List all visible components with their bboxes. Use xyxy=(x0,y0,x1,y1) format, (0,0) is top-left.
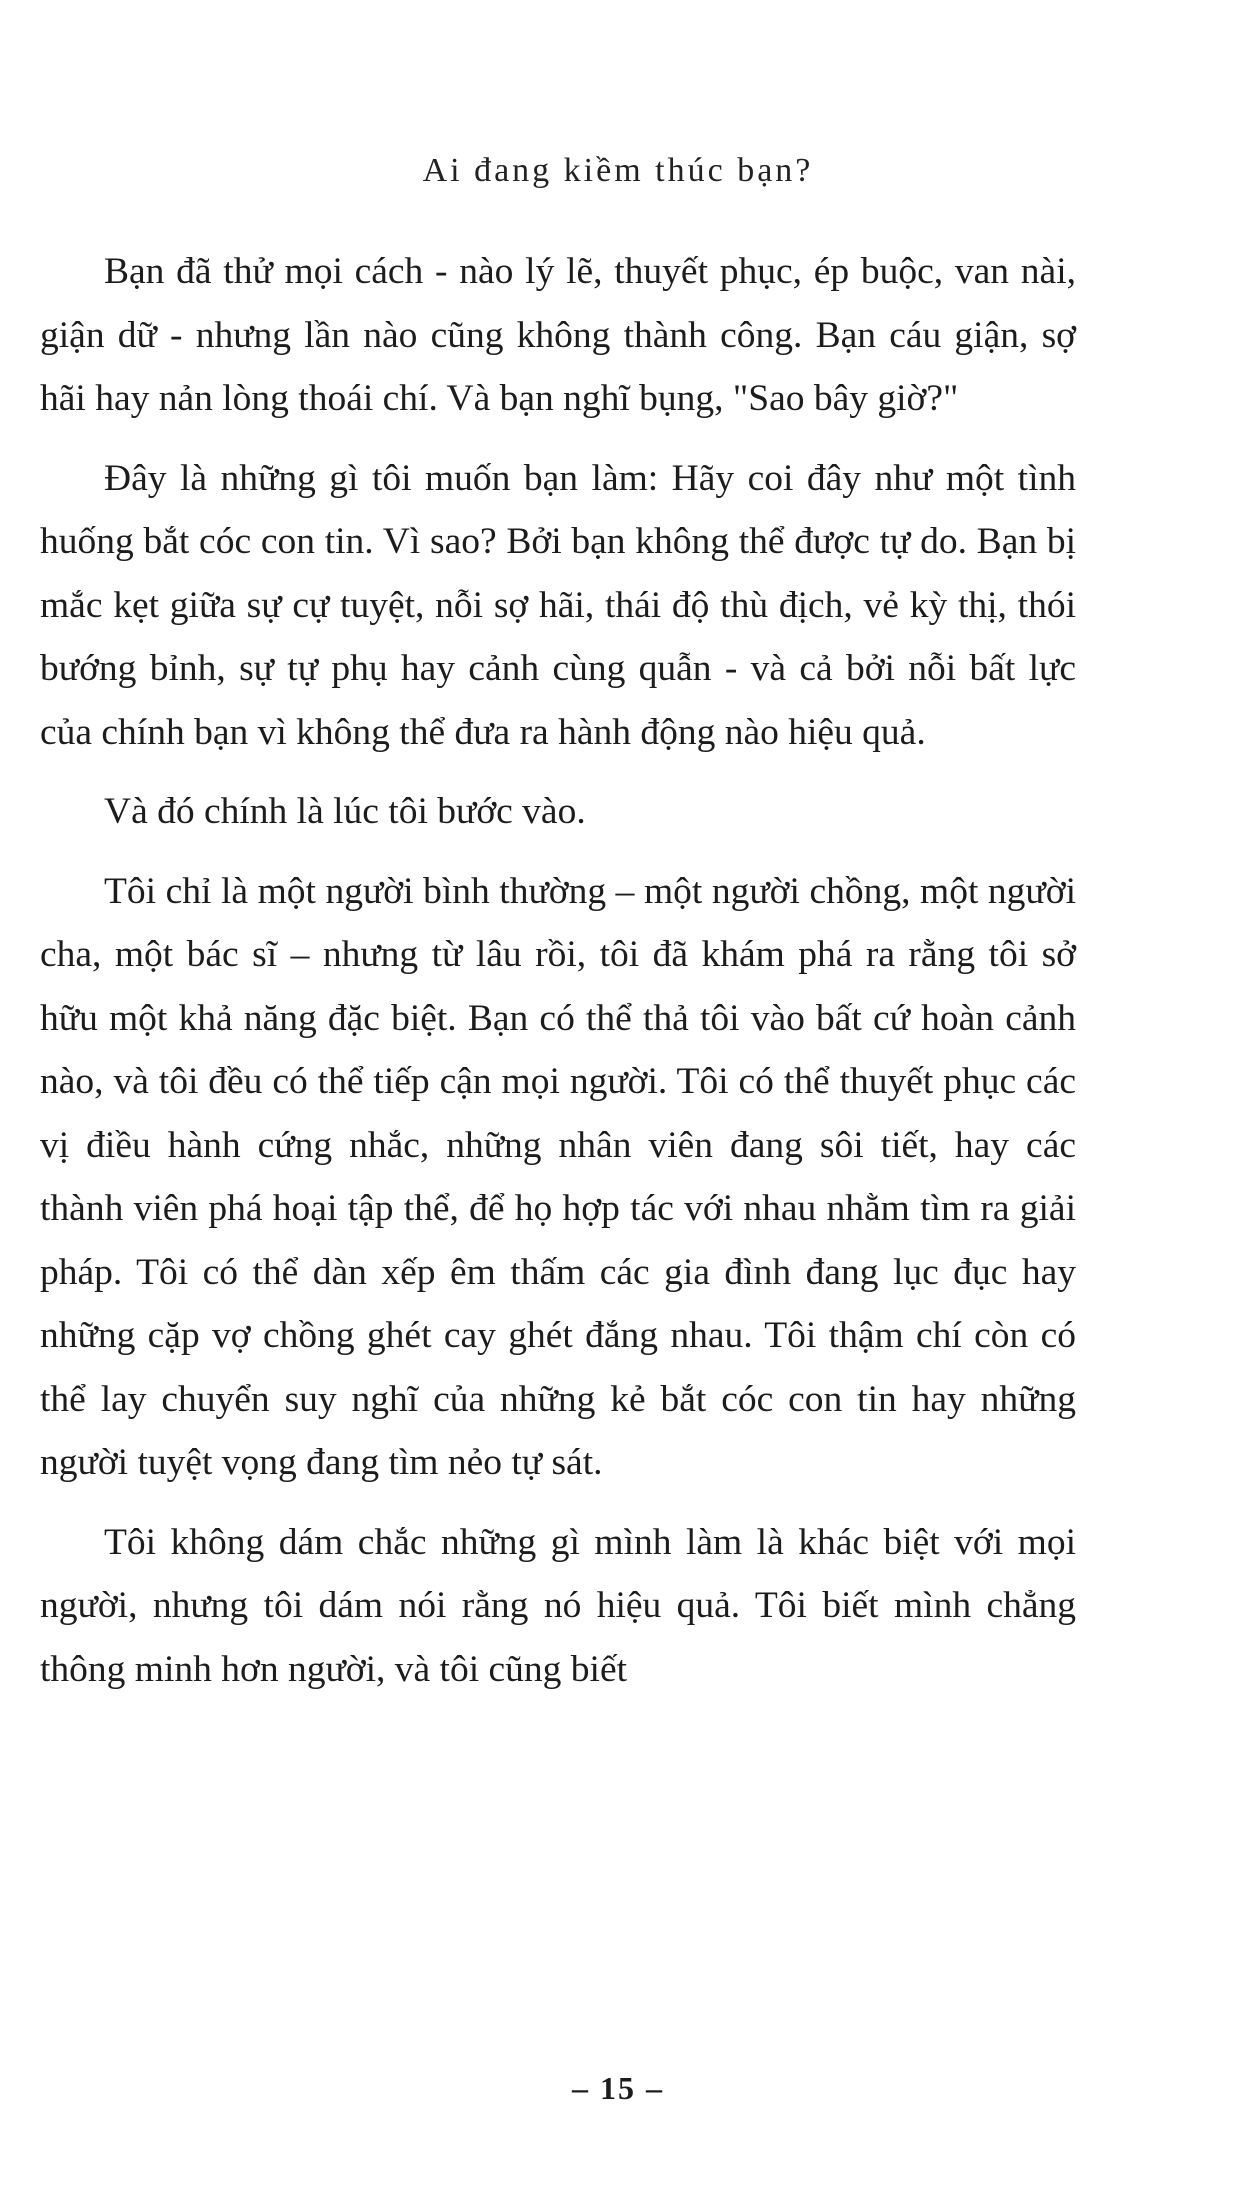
running-head: Ai đang kiềm thúc bạn? xyxy=(422,152,814,189)
page-number: – 15 – xyxy=(572,2070,664,2106)
paragraph: Tôi không dám chắc những gì mình làm là khác biệt với mọi người, nhưng tôi dám nói rằng nó hiệu quả. Tôi biết mình chẳng thông minh hơn người, và tôi cũng biết xyxy=(40,1521,1076,1690)
paragraph: Tôi chỉ là một người bình thường – một người chồng, một người cha, một bác sĩ – nhưng từ lâu rồi, tôi đã khám phá ra rằng tôi sở hữu một khả năng đặc biệt. Bạn có thể thả tôi vào bất cứ hoàn cảnh nào, và tôi đều có thể tiếp cận mọi người. Tôi có thể thuyết phục các vị điều hành cứng nhắc, những nhân viên đang sôi tiết, hay các thành viên phá hoại tập thể, để họ hợp tác với nhau nhằm tìm ra giải pháp. Tôi có thể dàn xếp êm thấm các gia đình đang lục đục hay những cặp vợ chồng ghét cay ghét đắng nhau. Tôi thậm chí còn có thể lay chuyển suy nghĩ của những kẻ bắt cóc con tin hay những người tuyệt vọng đang tìm nẻo tự sát. xyxy=(40,870,1076,1483)
paragraph: Đây là những gì tôi muốn bạn làm: Hãy coi đây như một tình huống bắt cóc con tin. Vì sao? Bởi bạn không thể được tự do. Bạn bị mắc kẹt giữa sự cự tuyệt, nỗi sợ hãi, thái độ thù địch, vẻ kỳ thị, thói bướng bỉnh, sự tự phụ hay cảnh cùng quẫn - và cả bởi nỗi bất lực của chính bạn vì không thể đưa ra hành động nào hiệu quả. xyxy=(40,457,1076,753)
paragraph: Và đó chính là lúc tôi bước vào. xyxy=(104,791,586,832)
paragraph: Bạn đã thử mọi cách - nào lý lẽ, thuyết phục, ép buộc, van nài, giận dữ - nhưng lần nào cũng không thành công. Bạn cáu giận, sợ hãi hay nản lòng thoái chí. Và bạn nghĩ bụng, "Sao bây giờ?" xyxy=(40,251,1076,419)
body-text xyxy=(40,240,1076,1717)
